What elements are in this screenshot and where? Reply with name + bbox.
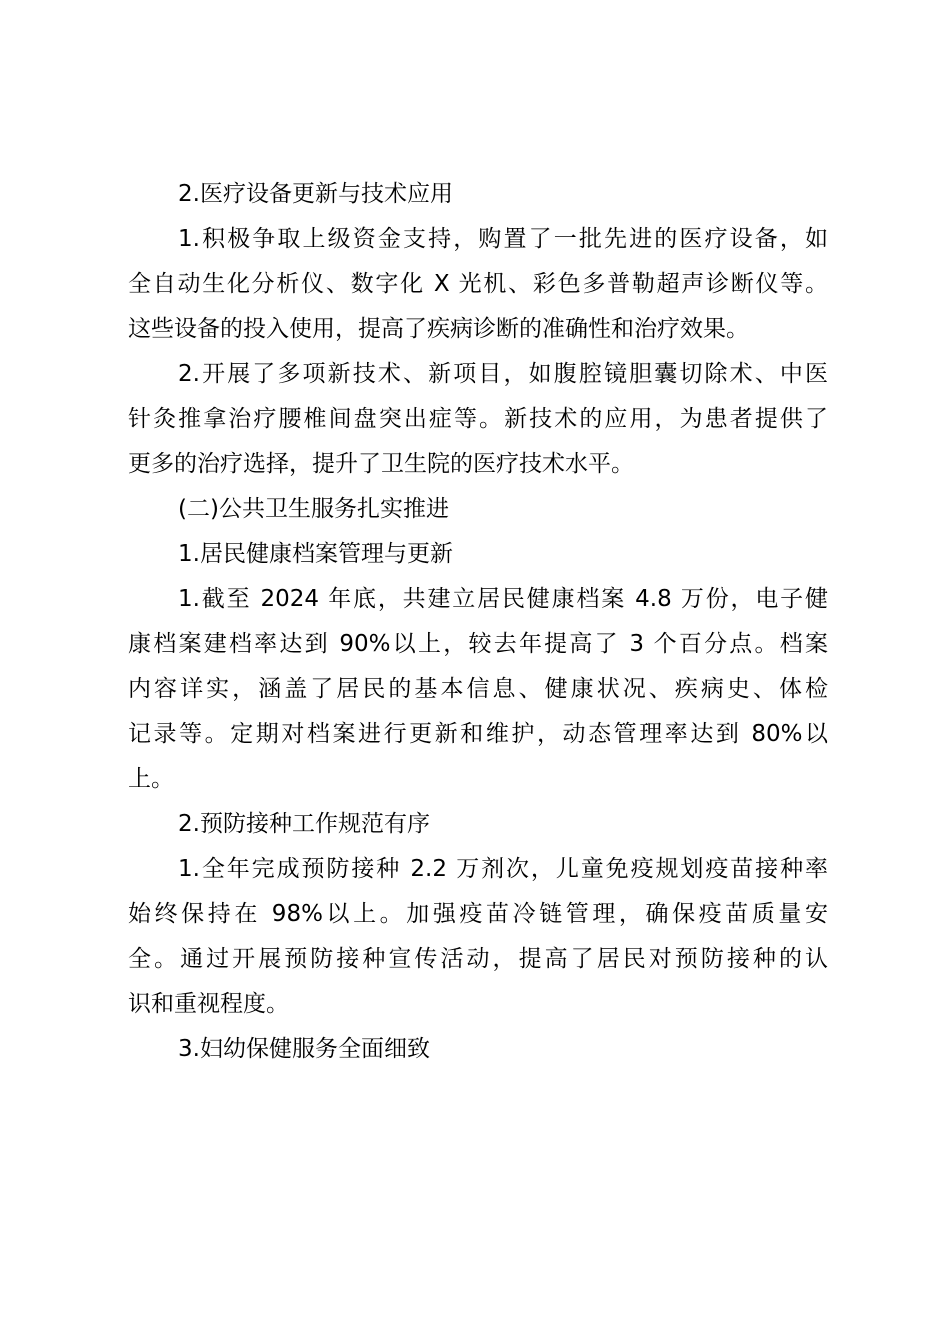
heading-health-records	[128, 532, 828, 577]
document-body	[128, 172, 828, 1072]
text-line: 识和重视程度。	[128, 991, 289, 1017]
text-line: 1.全年完成预防接种 2.2 万剂次，儿童免疫规划疫苗接种率	[178, 856, 828, 882]
text-line: 康档案建档率达到 90%以上，较去年提高了 3 个百分点。档案	[128, 631, 828, 657]
heading-vaccination	[128, 802, 828, 847]
paragraph-vaccination	[128, 847, 828, 1027]
text-line: 2.预防接种工作规范有序	[178, 811, 430, 837]
text-line: 全。通过开展预防接种宣传活动，提高了居民对预防接种的认	[128, 946, 828, 972]
text-line: 全自动生化分析仪、数字化 X 光机、彩色多普勒超声诊断仪等。	[128, 271, 828, 297]
text-line: 始终保持在 98%以上。加强疫苗冷链管理，确保疫苗质量安	[128, 901, 828, 927]
paragraph-equipment-purchase	[128, 217, 828, 352]
text-line: 上。	[128, 766, 174, 792]
paragraph-new-techniques	[128, 352, 828, 487]
text-line: 针灸推拿治疗腰椎间盘突出症等。新技术的应用，为患者提供了	[128, 406, 828, 432]
text-line: 2.开展了多项新技术、新项目，如腹腔镜胆囊切除术、中医	[178, 361, 828, 387]
text-line: 记录等。定期对档案进行更新和维护，动态管理率达到 80%以	[128, 721, 828, 747]
text-line: 更多的治疗选择，提升了卫生院的医疗技术水平。	[128, 451, 634, 477]
text-line: 内容详实，涵盖了居民的基本信息、健康状况、疾病史、体检	[128, 676, 828, 702]
text-line: (二)公共卫生服务扎实推进	[178, 496, 449, 522]
heading-maternal-child-health	[128, 1027, 828, 1072]
text-line: 1.截至 2024 年底，共建立居民健康档案 4.8 万份，电子健	[178, 586, 828, 612]
text-line: 1.积极争取上级资金支持，购置了一批先进的医疗设备，如	[178, 226, 828, 252]
paragraph-health-records	[128, 577, 828, 802]
heading-equipment-update	[128, 172, 828, 217]
text-line: 1.居民健康档案管理与更新	[178, 541, 453, 567]
text-line: 这些设备的投入使用，提高了疾病诊断的准确性和治疗效果。	[128, 316, 749, 342]
heading-public-health	[128, 487, 828, 532]
text-line: 3.妇幼保健服务全面细致	[178, 1036, 430, 1062]
text-line: 2.医疗设备更新与技术应用	[178, 181, 453, 207]
